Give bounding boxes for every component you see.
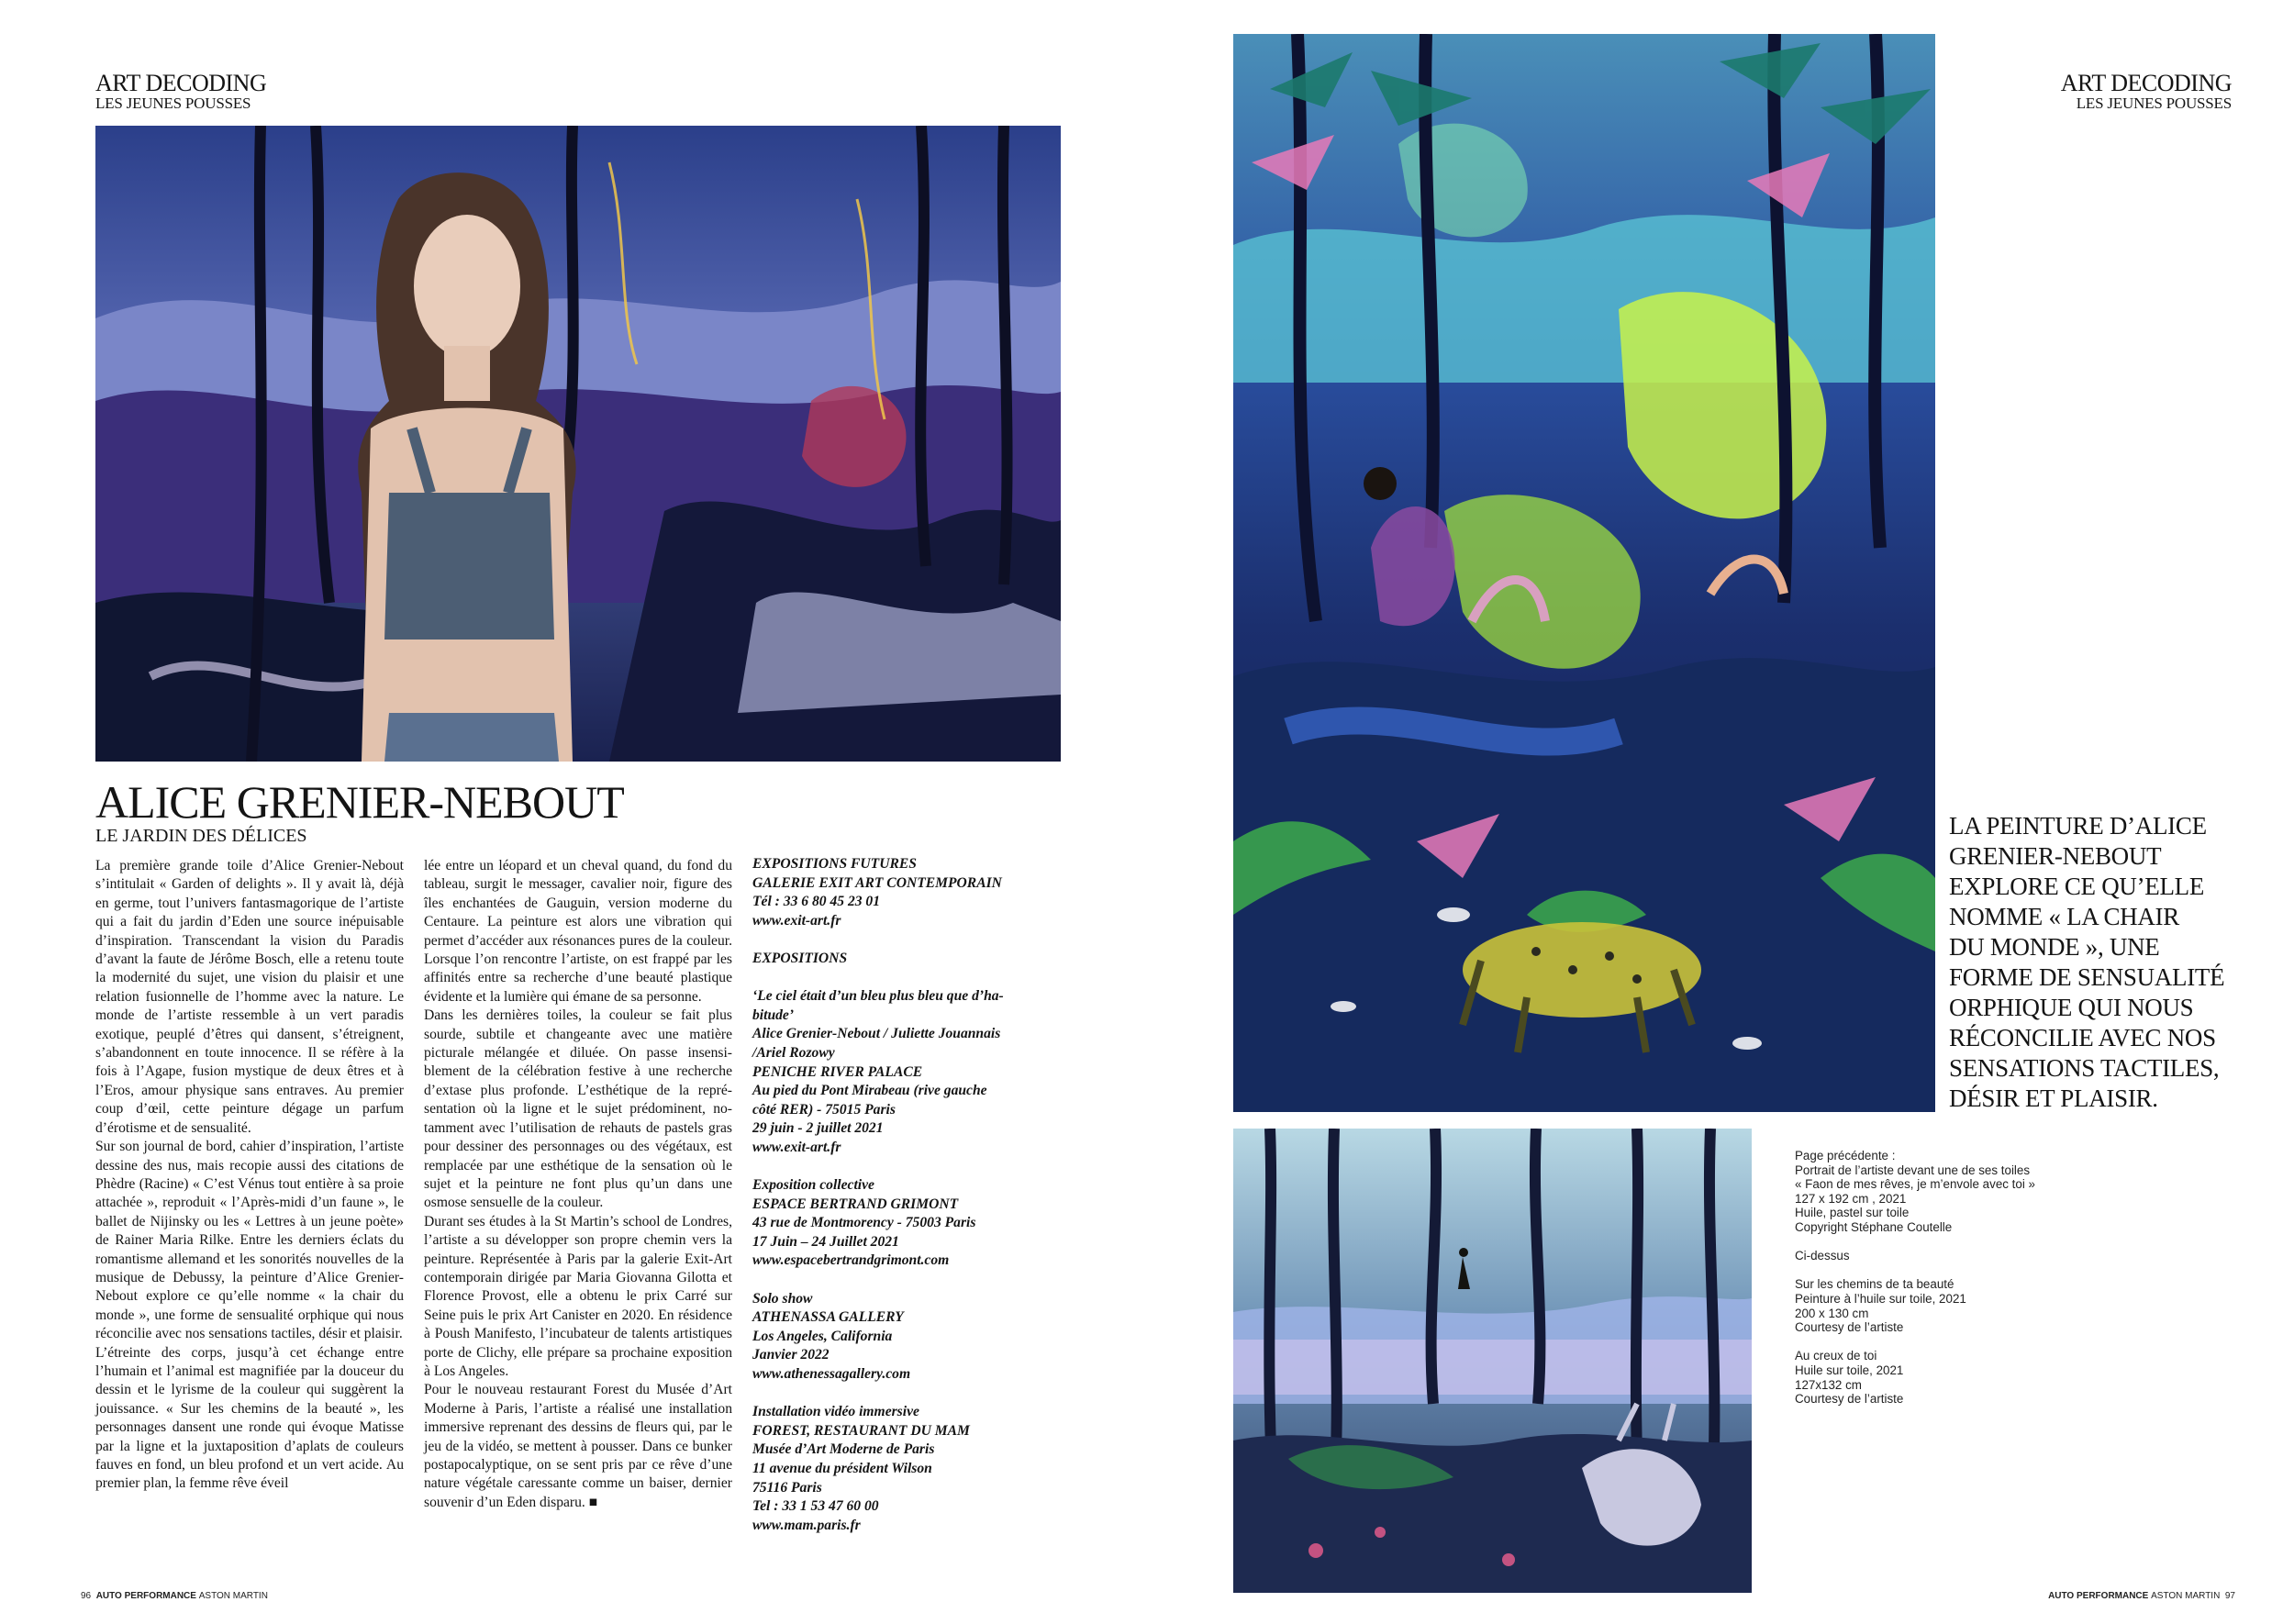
info-block: [752, 1176, 1064, 1271]
info-line: Musée d’Art Moderne de Paris: [752, 1441, 935, 1458]
info-line: ATHENASSA GALLERY: [752, 1309, 904, 1326]
magazine-edition: ASTON MARTIN: [198, 1591, 268, 1601]
body-paragraph: Durant ses études à la St Martin’s school de Londres, l’artiste a su développer son propre chemin vers la peinture. Représentée à Paris par la galerie Exit-Art contemporain dirigée par Maria Giovanna Gilotta et Florence Provost, elle a obtenu le prix Carré sur Seine puis le prix Art Canister en 2020. En résidence à Poush Manifesto, l’incubateur de talents artistiques porte de Clichy, elle prépare sa prochaine exposition à Los Angeles.: [424, 1213, 732, 1379]
info-line: ‘Le ciel était d’un bleu plus bleu que d’ha-: [752, 988, 1004, 1005]
caption-line: Portrait de l’artiste devant une de ses toiles: [1795, 1162, 2031, 1177]
info-line: 17 Juin – 24 Juillet 2021: [752, 1233, 899, 1250]
body-paragraph: Dans les dernières toiles, la couleur se fait plus sourde, subtile et changeante avec une matière picturale mélangée et diluée. On passe insensiblement de la célébration festive à une recherche d’extase plus profonde. L’esthétique de la représentation où la ligne et le sujet prédominent, notamment avec l’utilisation de rehauts de pastels gras pour dessiner des personnages ou des végétaux, est remplacée par une esthétique de la sensation où le sujet et la peinture ne font plus qu’un dans une osmose sensuelle de la couleur.: [424, 1007, 732, 1211]
info-block: [752, 1290, 1064, 1385]
info-link: www.espacebertrandgrimont.com: [752, 1252, 950, 1269]
info-line: PENICHE RIVER PALACE: [752, 1063, 923, 1080]
info-link: www.exit-art.fr: [752, 1139, 841, 1155]
pull-quote: [1949, 811, 2270, 1114]
pull-quote-line: ORPHIQUE QUI NOUS: [1949, 994, 2194, 1021]
painting-au-creux-de-toi: [1233, 1129, 1752, 1593]
info-line: GALERIE EXIT ART CONTEMPORAIN: [752, 874, 1002, 891]
info-line: 43 rue de Montmorency - 75003 Paris: [752, 1215, 976, 1231]
info-line: Alice Grenier-Nebout / Juliette Jouannais: [752, 1026, 1001, 1042]
body-column-1: [95, 857, 404, 1494]
info-line: Exposition collective: [752, 1177, 874, 1194]
pull-quote-line: LA PEINTURE D’ALICE: [1949, 812, 2207, 840]
info-line: Tel : 33 1 53 47 60 00: [752, 1498, 879, 1515]
pull-quote-line: FORME DE SENSUALITÉ: [1949, 963, 2225, 991]
caption-block: [1795, 1249, 2107, 1263]
caption-line: Peinture à l’huile sur toile, 2021: [1795, 1291, 1966, 1306]
pull-quote-line: EXPLORE CE QU’ELLE: [1949, 873, 2205, 900]
body-paragraph: lée entre un léopard et un cheval quand, du fond du tableau, surgit le messager, cavalier noir, figure des îles enchantées de Gauguin, version moderne du Centaure. La peinture est alors une vibration qui permet d’accéder aux résonances pures de la couleur. Lorsque l’on rencontre l’artiste, on est frappé par les affinités entre sa recherche d’une beauté plastique évidente et la lumière qui émane de sa personne.: [424, 858, 732, 1005]
info-link: www.athenessagallery.com: [752, 1366, 911, 1383]
info-block: [752, 855, 1064, 930]
info-line: Janvier 2022: [752, 1347, 830, 1363]
info-block: [752, 1403, 1064, 1535]
artist-portrait-photo: [95, 126, 1061, 762]
info-line: côté RER) - 75015 Paris: [752, 1101, 896, 1118]
pull-quote-line: NOMME « LA CHAIR: [1949, 903, 2179, 930]
body-column-2: [424, 857, 732, 1512]
right-section-header: [2048, 72, 2232, 112]
caption-line: Ci-dessus: [1795, 1249, 1850, 1263]
info-line: bitude’: [752, 1007, 795, 1023]
image-captions: [1795, 1149, 2107, 1407]
section-title: ART DECODING: [2060, 70, 2232, 96]
right-folio: [1982, 1591, 2235, 1602]
pull-quote-line: SENSATIONS TACTILES,: [1949, 1054, 2220, 1082]
section-subtitle: LES JEUNES POUSSES: [2076, 95, 2232, 112]
caption-line: Huile, pastel sur toile: [1795, 1206, 1910, 1220]
info-line: 29 juin - 2 juillet 2021: [752, 1120, 884, 1137]
info-line: EXPOSITIONS: [752, 950, 848, 966]
info-line: Installation vidéo immersive: [752, 1404, 919, 1420]
caption-line: Courtesy de l’artiste: [1795, 1392, 1904, 1407]
pull-quote-line: RÉCONCILIE AVEC NOS: [1949, 1024, 2216, 1051]
info-line: 75116 Paris: [752, 1479, 822, 1496]
page-number: 97: [2224, 1591, 2235, 1601]
info-line: Au pied du Pont Mirabeau (rive gauche: [752, 1083, 987, 1099]
caption-line: Copyright Stéphane Coutelle: [1795, 1219, 1953, 1234]
info-link: www.exit-art.fr: [752, 912, 841, 929]
info-block: [752, 987, 1064, 1157]
pull-quote-line: GRENIER-NEBOUT: [1949, 842, 2162, 870]
exhibitions-info: [752, 855, 1064, 1554]
section-subtitle: LES JEUNES POUSSES: [95, 95, 251, 112]
info-line: FOREST, RESTAURANT DU MAM: [752, 1422, 970, 1439]
caption-block: [1795, 1149, 2107, 1235]
caption-line: « Faon de mes rêves, je m’envole avec toi »: [1795, 1177, 2035, 1192]
magazine-brand: AUTO PERFORMANCE: [95, 1591, 196, 1601]
article-headline: ALICE GRENIER-NEBOUT: [95, 776, 624, 828]
info-line: Los Angeles, California: [752, 1328, 893, 1344]
caption-line: Page précédente :: [1795, 1149, 1896, 1162]
info-line: /Ariel Rozowy: [752, 1044, 835, 1061]
info-block: [752, 950, 1064, 969]
caption-line: 127 x 192 cm , 2021: [1795, 1191, 1907, 1206]
info-link: www.mam.paris.fr: [752, 1517, 861, 1533]
pull-quote-line: DU MONDE », UNE: [1949, 933, 2160, 961]
info-line: Tél : 33 6 80 45 23 01: [752, 894, 881, 910]
caption-line: Courtesy de l’artiste: [1795, 1320, 1904, 1335]
info-line: 11 avenue du président Wilson: [752, 1461, 932, 1476]
painting-sur-les-chemins: [1233, 34, 1935, 1112]
info-line: ESPACE BERTRAND GRIMONT: [752, 1196, 959, 1212]
pull-quote-line: DÉSIR ET PLAISIR.: [1949, 1085, 2158, 1112]
section-title: ART DECODING: [95, 70, 267, 96]
body-paragraph: Sur son journal de bord, cahier d’inspiration, l’artiste dessine des nus, mais recopie aussi des citations de Phèdre (Racine) « C’est Vénus tout entière à sa proie attachée », reproduit « l’Après-midi d’un faune », le ballet de Nijinsky ou les « Lettres à un jeune poète» de Rainer Maria Rilke. Entre les derniers éclats du romantisme allemand et les sonorités nouvelles de la musique de Debussy, la peinture d’Alice Grenier-Nebout explore ce qu’elle nomme « la chair du monde », une forme de sensualité orphique qui nous réconcilie avec nos sensations tactiles, désir et plaisir.: [95, 1139, 404, 1342]
caption-block: [1795, 1349, 2107, 1406]
body-paragraph: L’étreinte des corps, jusqu’à cet échange entre l’humain et l’animal est magnifiée par la douceur du dessin et le lyrisme de la couleur qui suggèrent la jouissance. « Sur les chemins de la beauté », les personnages dansent une ronde qui évoque Matisse par la ligne et la juxtaposition d’aplats de couleurs fauves en fond, un bleu profond et un vert acide. Au premier plan, la femme rêve éveil: [95, 1344, 404, 1492]
end-mark: ■: [588, 1494, 598, 1510]
body-paragraph: [424, 1381, 732, 1512]
magazine-brand: AUTO PERFORMANCE: [2048, 1591, 2149, 1601]
body-paragraph: La première grande toile d’Alice Grenier-Nebout s’intitulait « Garden of delights ». Il y avait là, déjà en germe, tout l’univers fantasmagorique de l’artiste qui a fait du jardin d’Eden une source inépuisable d’inspiration. Transcendant la vision du Paradis d’avant la faute de Jérôme Bosch, elle a retenu toute la modernité du sujet, une vision du plaisir et une relation fusionnelle de l’homme avec la nature. Le monde de l’artiste ressemble à un vert paradis exotique, peuplé d’êtres qui dansent, s’étreignent, s’abandonnent en toute innocence. Il se réfère à la fois à l’Agape, fusion mystique de deux êtres et à l’Eros, amour physique sans entraves. Au premier coup d’œil, cette peinture dégage un parfum d’érotisme et de sensualité.: [95, 858, 404, 1136]
caption-line: Huile sur toile, 2021: [1795, 1363, 1904, 1377]
caption-line: Au creux de toi: [1795, 1349, 1877, 1363]
left-section-header: [95, 72, 266, 112]
caption-line: 127x132 cm: [1795, 1377, 1862, 1392]
caption-line: Sur les chemins de ta beauté: [1795, 1277, 1954, 1292]
left-folio: [81, 1591, 268, 1602]
page-number: 96: [81, 1591, 92, 1601]
caption-line: 200 x 130 cm: [1795, 1306, 1869, 1320]
caption-block: [1795, 1277, 2107, 1334]
article-subhead: LE JARDIN DES DÉLICES: [95, 826, 307, 846]
info-line: Solo show: [752, 1290, 813, 1307]
magazine-edition: ASTON MARTIN: [2151, 1591, 2221, 1601]
info-line: EXPOSITIONS FUTURES: [752, 856, 917, 872]
body-paragraph-text: Pour le nouveau restaurant Forest du Musée d’Art Moderne à Paris, l’artiste a réalisé une installation immersive reprenant des dessins de fleurs qui, par le jeu de la vidéo, se mettent à pousser. Dans ce bunker postapocalyptique, on se sent pris par ce rêve d’une nature végétale caressante comme un baiser, dernier souvenir d’un Eden disparu.: [424, 1382, 732, 1510]
